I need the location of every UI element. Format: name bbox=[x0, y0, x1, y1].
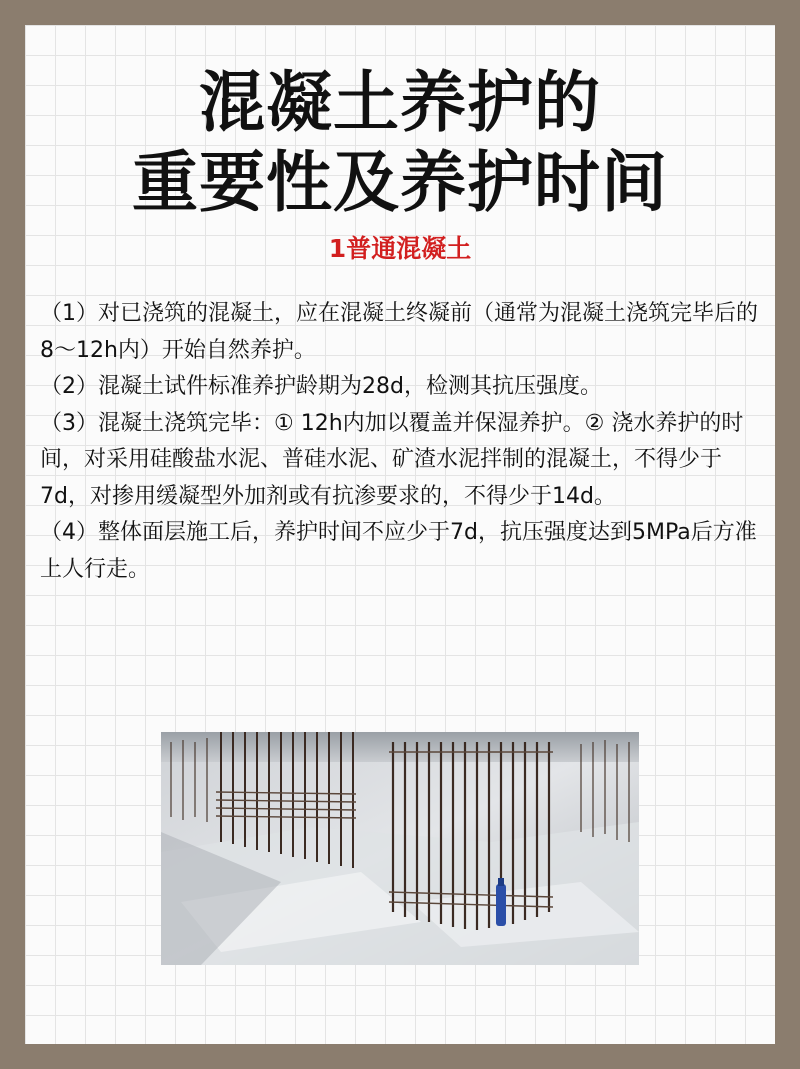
body-text bbox=[40, 296, 762, 588]
construction-site-photo bbox=[161, 732, 639, 965]
paragraph-2: （2）混凝土试件标准养护龄期为28d，检测其抗压强度。 bbox=[40, 374, 602, 399]
rebar-site-illustration bbox=[161, 732, 639, 965]
page-title-line-1: 混凝土养护的 bbox=[199, 64, 601, 141]
paragraph-4: （4）整体面层施工后，养护时间不应少于7d，抗压强度达到5MPa后方准上人行走。 bbox=[40, 520, 757, 582]
page-title-line-2: 重要性及养护时间 bbox=[132, 144, 668, 221]
paragraph-1: （1）对已浇筑的混凝土，应在混凝土终凝前（通常为混凝土浇筑完毕后的8～12h内）开始自然养护。 bbox=[40, 301, 758, 363]
content-card bbox=[25, 25, 775, 1044]
paragraph-3: （3）混凝土浇筑完毕：① 12h内加以覆盖并保湿养护。② 浇水养护的时间，对采用硅酸盐水泥、普硅水泥、矿渣水泥拌制的混凝土，不得少于7d，对掺用缓凝型外加剂或有抗渗要求的，不得少于14d。 bbox=[40, 410, 744, 509]
section-subtitle: 1普通混凝土 bbox=[328, 234, 472, 263]
